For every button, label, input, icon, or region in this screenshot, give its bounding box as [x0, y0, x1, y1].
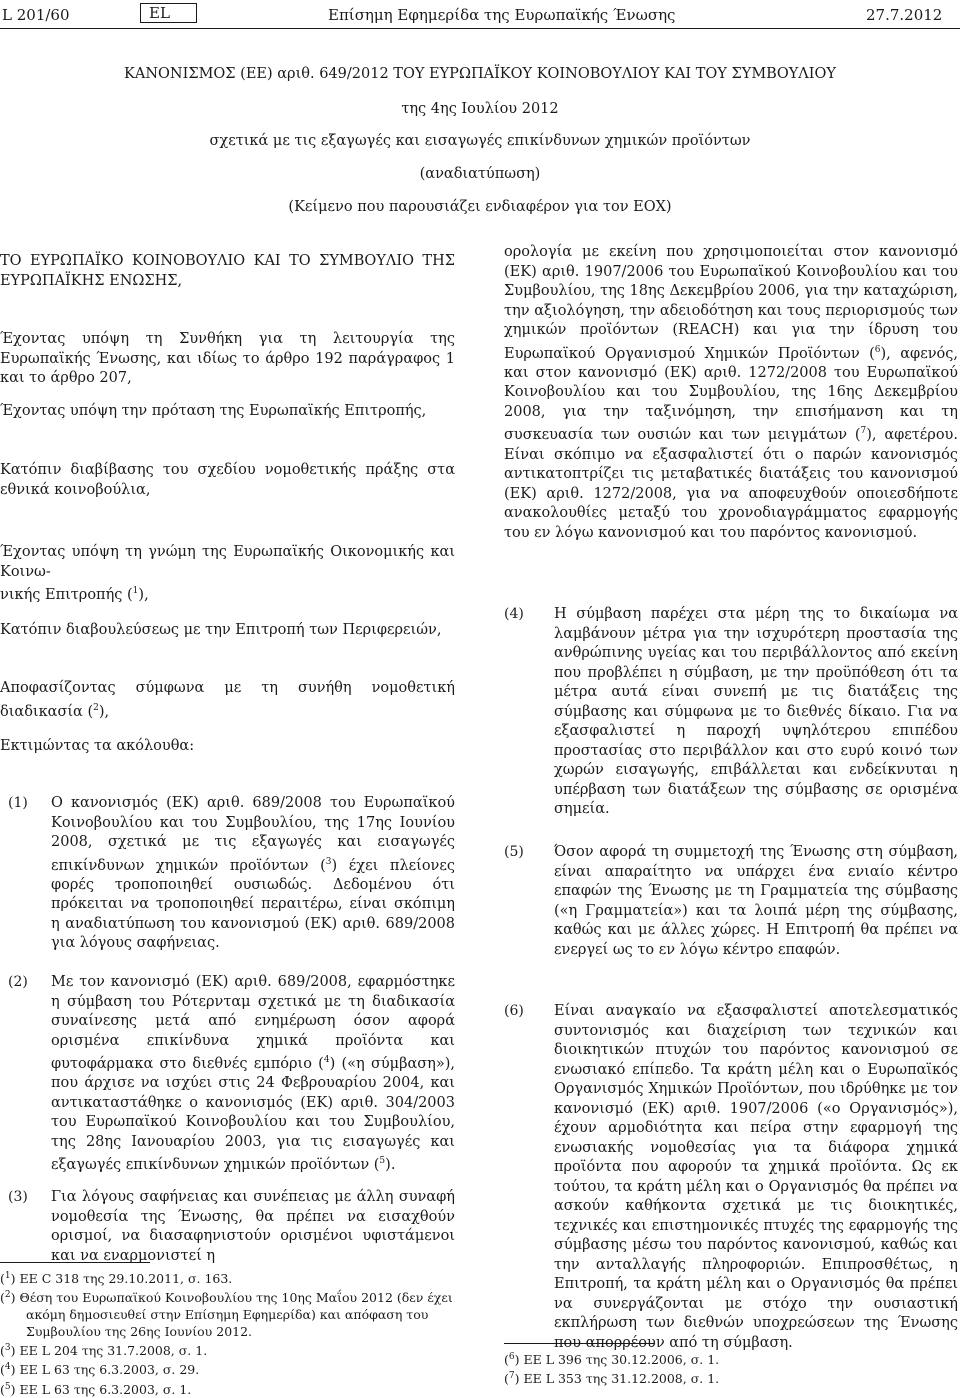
- recital-number: (2): [8, 974, 28, 990]
- footnote: ($^6$) ΕΕ L 396 της 30.12.2006, σ. 1.: [504, 1352, 720, 1368]
- recital-text: Ο κανονισμός (ΕΚ) αριθ. 689/2008 του Ευρωπαϊκού Κοινοβουλίου και του Συμβουλίου, της 17ης Ιουνίου 2008, σχετικά με τις εξαγωγές και εισαγωγές επικίνδυνων χημικών προϊόντων ($^3$) έχει πλείονες φορές τροποποιηθεί ουσιωδώς. Δεδομένου ότι πρόκειται να τροποποιηθεί περαιτέρω, είναι σκόπιμη η αναδιατύπωση του κανονισμού (ΕΚ) αριθ. 689/2008 για λόγους σαφήνειας.: [51, 795, 456, 952]
- recital-number: (3): [8, 1189, 28, 1205]
- regulation-date: της 4ης Ιουλίου 2012: [401, 101, 559, 117]
- recital-text: Είναι αναγκαίο να εξασφαλιστεί αποτελεσματικός συντονισμός και διαχείριση των τεχνικών και διοικητικών πτυχών του παρόντος κανονισμού σε ενωσιακό επίπεδο. Τα κράτη μέλη και ο Ευρωπαϊκός Οργανισμός Χημικών Προϊόντων, που ιδρύθηκε με τον κανονισμό (ΕΚ) αριθ. 1907/2006 («ο Οργανισμός»), έχουν αρμοδιότητα και πείρα στην εφαρμογή της ενωσιακής νομοθεσίας για τα διάφορα χημικά προϊόντα που αφορούν τα χημικά προϊόντα. Ως εκ τούτου, τα κράτη μέλη και ο Οργανισμός θα πρέπει να ασκούν καθήκοντα σχετικά με τις διοικητικές, τεχνικές και επιστημονικές πτυχές της εφαρμογής της σύμβασης μέσω του παρόντος κανονισμού, καθώς και την ανταλλαγής πληροφοριών. Επιπροσθέτως, η Επιτροπή, τα κράτη μέλη και ο Οργανισμός θα πρέπει να συνεργάζονται με στόχο την ουσιαστική εκπλήρωση των διεθνών υποχρεώσεων της Ένωσης που απορρέουν από τη σύμβαση.: [554, 1003, 958, 1351]
- preamble-national-parliaments: Κατόπιν διαβίβασης του σχεδίου νομοθετικής πράξης στα εθνικά κοινοβούλια,: [0, 462, 455, 498]
- preamble-proposal: Έχοντας υπόψη την πρόταση της Ευρωπαϊκής Επιτροπής,: [0, 403, 427, 419]
- footnote: ($^1$) ΕΕ C 318 της 29.10.2011, σ. 163.: [0, 1271, 233, 1287]
- recital-number: (6): [504, 1003, 524, 1019]
- footnote: ($^2$) Θέση του Ευρωπαϊκού Κοινοβουλίου της 10ης Μαΐου 2012 (δεν έχει ακόμη δημοσιευθεί στην Επίσημη Εφημερίδα) και απόφαση του Συμβουλίου της 26ης Ιουνίου 2012.: [0, 1290, 453, 1340]
- footnote-ref[interactable]: 5: [379, 1156, 386, 1167]
- preamble-ecosoc: Έχοντας υπόψη τη γνώμη της Ευρωπαϊκής Οικονομικής και Κοινω- νικής Επιτροπής ($^1$),: [0, 544, 455, 603]
- issue-date: 27.7.2012: [866, 6, 943, 24]
- footnote: ($^3$) ΕΕ L 204 της 31.7.2008, σ. 1.: [0, 1343, 208, 1359]
- footnotes-right: [504, 1349, 958, 1387]
- footnote: ($^5$) ΕΕ L 63 της 6.3.2003, σ. 1.: [0, 1381, 192, 1397]
- recital-text: Όσον αφορά τη συμμετοχή της Ένωσης στη σύμβαση, είναι απαραίτητο να υπάρχει ένα ενιαίο κέντρο επαφών της Ένωσης με τη Γραμματεία της σύμβασης («η Γραμματεία») και τα λοιπά μέρη της σύμβασης, καθώς και με άλλες χώρες. Η Επιτροπή θα πρέπει να ενεργεί ως το εν λόγω κέντρο επαφών.: [554, 844, 958, 958]
- footnote-ref[interactable]: 1: [132, 586, 139, 596]
- preamble-institutions: ΤΟ ΕΥΡΩΠΑΪΚΟ ΚΟΙΝΟΒΟΥΛΙΟ ΚΑΙ ΤΟ ΣΥΜΒΟΥΛΙΟ ΤΗΣ ΕΥΡΩΠΑΪΚΗΣ ΕΝΩΣΗΣ,: [0, 253, 455, 289]
- recast-note: (αναδιατύπωση): [419, 166, 541, 182]
- recital-number: (4): [504, 606, 524, 622]
- preamble-procedure: Αποφασίζοντας σύμφωνα με τη συνήθη νομοθετική διαδικασία ($^2$),: [0, 680, 455, 720]
- footnote-separator: [504, 1343, 654, 1344]
- recital-continuation: ορολογία με εκείνη που χρησιμοποιείται στον κανονισμό (ΕΚ) αριθ. 1907/2006 του Ευρωπαϊκού Κοινοβουλίου και του Συμβουλίου, της 18ης Δεκεμβρίου 2006, για την καταχώριση, την αξιολόγηση, την αδειοδότηση και τους περιορισμούς των χημικών προϊόντων (REACH) και για την ίδρυση του Ευρωπαϊκού Οργανισμού Χημικών Προϊόντων ($^6$), αφενός, και στον κανονισμό (ΕΚ) αριθ. 1272/2008 του Ευρωπαϊκού Κοινοβουλίου και του Συμβουλίου, της 16ης Δεκεμβρίου 2008, για την ταξινόμηση, την επισήμανση και τη συσκευασία των ουσιών και των μειγμάτων ($^7$), αφετέρου. Είναι σκόπιμο να εξασφαλιστεί ότι ο παρών κανονισμός αντικατοπτρίζει τις μεταβατικές διατάξεις του κανονισμού (ΕΚ) αριθ. 1272/2008, για να αποφευχθούν οποιεσδήποτε ανακολουθίες μεταξύ του χρονοδιαγράμματος εφαρμογής του εν λόγω κανονισμού και του παρόντος κανονισμού.: [504, 244, 958, 541]
- footnote: ($^4$) ΕΕ L 63 της 6.3.2003, σ. 29.: [0, 1362, 200, 1378]
- footnote-ref[interactable]: 7: [860, 426, 867, 437]
- footnote-ref[interactable]: 4: [323, 1055, 330, 1065]
- footnote-ref[interactable]: 2: [93, 702, 99, 713]
- regulation-subject: σχετικά με τις εξαγωγές και εισαγωγές επικίνδυνων χημικών προϊόντων: [209, 133, 751, 149]
- recital-number: (1): [8, 795, 28, 811]
- preamble-whereas: Εκτιμώντας τα ακόλουθα:: [0, 738, 195, 754]
- journal-title: Επίσημη Εφημερίδα της Ευρωπαϊκής Ένωσης: [328, 6, 676, 24]
- language-box: EL: [140, 3, 197, 23]
- footnote-ref[interactable]: 6: [874, 344, 881, 355]
- page-reference: L 201/60: [2, 6, 70, 24]
- footnotes-left: [0, 1268, 455, 1398]
- recital-text: Με τον κανονισμό (ΕΚ) αριθ. 689/2008, εφαρμόστηκε η σύμβαση του Ρότερνταμ σχετικά με τη διαδικασία συναίνεσης μετά από ενημέρωση όσον αφορά ορισμένα επικίνδυνα χημικά προϊόντα και φυτοφάρμακα στο διεθνές εμπόριο ($^4$) («η σύμβαση»), που άρχισε να ισχύει στις 24 Φεβρουαρίου 2004, και αντικαταστάθηκε ο κανονισμός (ΕΚ) αριθ. 304/2003 του Ευρωπαϊκού Κοινοβουλίου και του Συμβουλίου, της 28ης Ιανουαρίου 2003, για τις εισαγωγές και εξαγωγές επικίνδυνων χημικών προϊόντων ($^5$).: [51, 974, 455, 1174]
- footnote-separator: [0, 1262, 150, 1263]
- header-rule: [0, 28, 960, 29]
- regulation-title: ΚΑΝΟΝΙΣΜΟΣ (ΕΕ) αριθ. 649/2012 ΤΟΥ ΕΥΡΩΠΑΪΚΟΥ ΚΟΙΝΟΒΟΥΛΙΟΥ ΚΑΙ ΤΟΥ ΣΥΜΒΟΥΛΙΟΥ: [124, 66, 836, 82]
- recital-text: Η σύμβαση παρέχει στα μέρη της το δικαίωμα να λαμβάνουν μέτρα για την ισχυρότερη προστασία της ανθρώπινης υγείας και του περιβάλλοντος από εκείνη που προβλέπει η σύμβαση, με την προϋπόθεση ότι τα μέτρα αυτά είναι συνεπή με τις διατάξεις της σύμβασης και σύμφωνα με το διεθνές δίκαιο. Για να εξασφαλιστεί η παροχή υψηλότερου επιπέδου προστασίας στο περιβάλλον και στο ευρύ κοινό των χωρών εισαγωγής, επιβάλλεται και ενδείκνυται η υπέρβαση των διατάξεων της σύμβασης σε ορισμένα σημεία.: [554, 606, 958, 817]
- recital-text: Για λόγους σαφήνειας και συνέπειας με άλλη συναφή νομοθεσία της Ένωσης, θα πρέπει να εισαχθούν ορισμοί, να διασαφηνιστούν ορισμένοι υφιστάμενοι και να εναρμονιστεί η: [51, 1189, 455, 1264]
- recital-number: (5): [504, 844, 524, 860]
- preamble-regions: Κατόπιν διαβουλεύσεως με την Επιτροπή των Περιφερειών,: [0, 622, 442, 638]
- eea-relevance: (Κείμενο που παρουσιάζει ενδιαφέρον για τον ΕΟΧ): [288, 199, 672, 215]
- footnote: ($^7$) ΕΕ L 353 της 31.12.2008, σ. 1.: [504, 1371, 720, 1387]
- preamble-treaty: Έχοντας υπόψη τη Συνθήκη για τη λειτουργία της Ευρωπαϊκής Ένωσης, και ιδίως το άρθρο 192 παράγραφος 1 και το άρθρο 207,: [0, 331, 455, 386]
- footnote-ref[interactable]: 3: [325, 856, 332, 867]
